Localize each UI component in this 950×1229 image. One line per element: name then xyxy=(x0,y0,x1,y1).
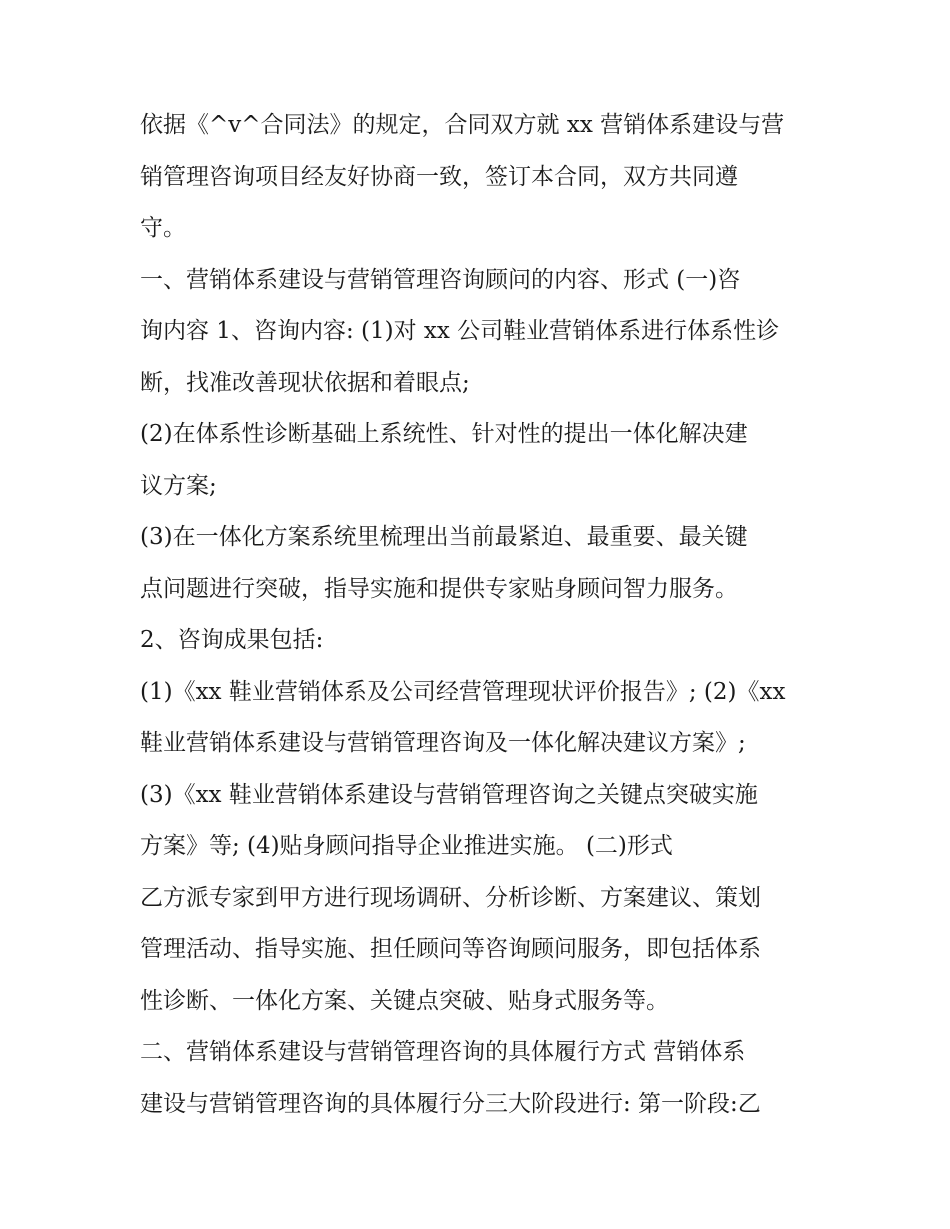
text-line: 乙方派专家到甲方进行现场调研、分析诊断、方案建议、策划 xyxy=(140,884,761,911)
text-line: 销管理咨询项目经友好协商一致，签订本合同，双方共同遵 xyxy=(140,163,738,190)
text-line: 依据《^v^合同法》的规定，合同双方就 xx 营销体系建设与营 xyxy=(140,112,785,138)
text-line: (2)在体系性诊断基础上系统性、针对性的提出一体化解决建 xyxy=(140,421,748,447)
text-line: (1)《xx 鞋业营销体系及公司经营管理现状评价报告》; (2)《xx xyxy=(140,678,786,705)
text-line: 方案》等; (4)贴身顾问指导企业推进实施。 (二)形式 xyxy=(140,833,673,859)
text-line: 2、咨询成果包括: xyxy=(140,627,324,653)
text-line: 断，找准改善现状依据和着眼点; xyxy=(140,369,470,396)
text-line: (3)《xx 鞋业营销体系建设与营销管理咨询之关键点突破实施 xyxy=(140,781,758,808)
text-line: 管理活动、指导实施、担任顾问等咨询顾问服务，即包括体系 xyxy=(140,936,761,962)
text-line: 议方案; xyxy=(140,472,217,499)
text-line: 建设与营销管理咨询的具体履行分三大阶段进行: 第一阶段:乙 xyxy=(140,1090,761,1117)
section-heading-line: 二、营销体系建设与营销管理咨询的具体履行方式 营销体系 xyxy=(140,1039,746,1065)
text-line: 性诊断、一体化方案、关键点突破、贴身式服务等。 xyxy=(140,987,669,1014)
text-line: 点问题进行突破，指导实施和提供专家贴身顾问智力服务。 xyxy=(140,575,738,602)
text-line: 询内容 1、咨询内容: (1)对 xx 公司鞋业营销体系进行体系性诊 xyxy=(140,318,780,344)
contract-body-text xyxy=(140,100,820,1130)
text-line: 守。 xyxy=(140,215,186,241)
text-line: (3)在一体化方案系统里梳理出当前最紧迫、最重要、最关键 xyxy=(140,524,748,550)
section-heading-line: 一、营销体系建设与营销管理咨询顾问的内容、形式 (一)咨 xyxy=(140,266,741,293)
text-line: 鞋业营销体系建设与营销管理咨询及一体化解决建议方案》; xyxy=(140,730,746,756)
